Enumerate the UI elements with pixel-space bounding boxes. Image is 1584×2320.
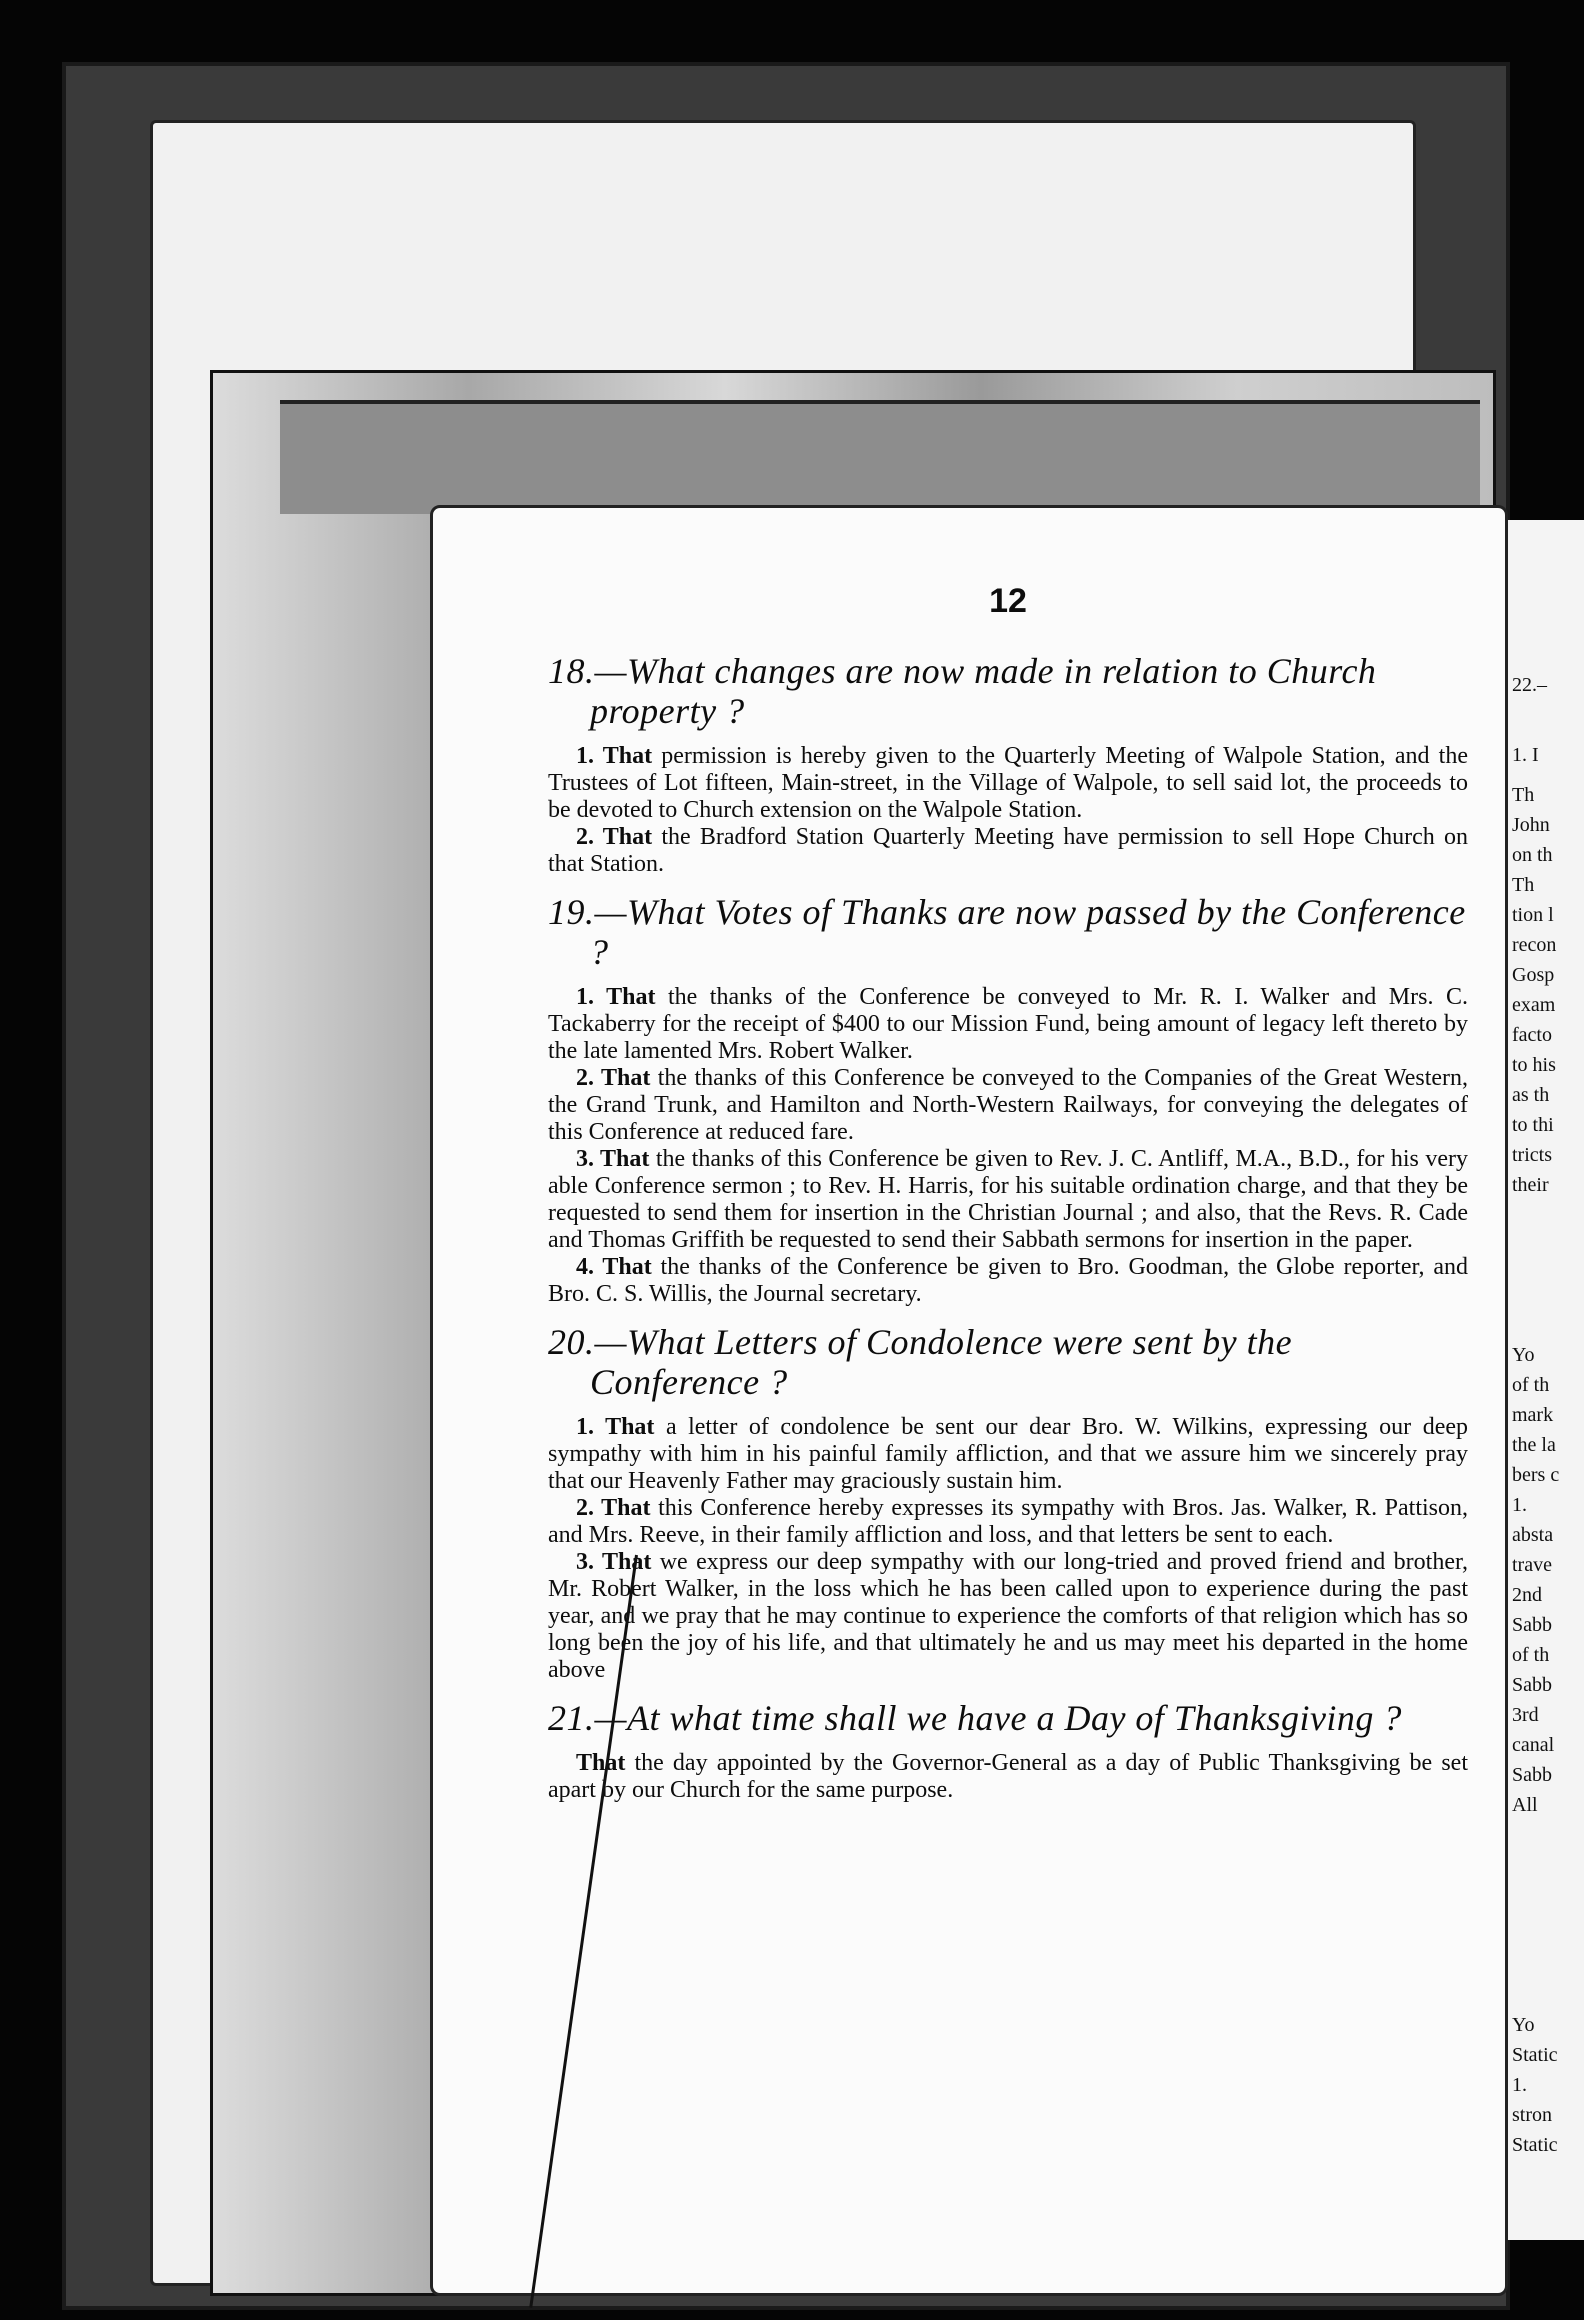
facing-page-fragment-line: All bbox=[1512, 1794, 1538, 1816]
facing-page-fragment-line: John bbox=[1512, 814, 1550, 836]
facing-page-fragment-line: of th bbox=[1512, 1374, 1550, 1396]
paragraph-text: the thanks of the Conference be given to Bro. Goodman, the Globe reporter, and Bro. C. S. Willis, the Journal secretary. bbox=[548, 1254, 1468, 1307]
paragraph-text: the thanks of the Conference be conveyed to Mr. R. I. Walker and Mrs. C. Tackaberry for the receipt of $400 to our Mission Fund, being amount of legacy left thereto by the late lamented Mrs. Robert Walker. bbox=[548, 984, 1468, 1064]
facing-page-fragment-line: 3rd bbox=[1512, 1704, 1539, 1726]
facing-page-fragment-line: Th bbox=[1512, 784, 1535, 806]
facing-page-fragment-line: 2nd bbox=[1512, 1584, 1542, 1606]
paragraph-text: the Bradford Station Quarterly Meeting have permission to sell Hope Church on that Station. bbox=[548, 824, 1468, 877]
resolution-paragraph bbox=[548, 1146, 1468, 1254]
facing-page-fragment-line: Yo bbox=[1512, 1344, 1535, 1366]
facing-page-fragment-line: mark bbox=[1512, 1404, 1554, 1426]
section-question: 20.—What Letters of Condolence were sent by the Conference ? bbox=[548, 1322, 1293, 1402]
facing-page-fragment-line: canal bbox=[1512, 1734, 1555, 1756]
paragraph-lead: 2. That bbox=[576, 1065, 651, 1091]
section-question: 18.—What changes are now made in relation to Church property ? bbox=[548, 651, 1377, 731]
paragraph-text: a letter of condolence be sent our dear Bro. W. Wilkins, expressing our deep sympathy with him in his painful family affliction, and that we assure him we sincerely pray that our Heavenly Father may graciously sustain him. bbox=[548, 1414, 1468, 1494]
facing-page-fragment-line: Yo bbox=[1512, 2014, 1535, 2036]
facing-page-fragment-line: Static bbox=[1512, 2134, 1558, 2156]
resolution-paragraph bbox=[548, 743, 1468, 824]
sections bbox=[548, 651, 1468, 1804]
facing-page-fragment-line: 1. bbox=[1512, 1494, 1527, 1516]
resolution-paragraph bbox=[548, 1414, 1468, 1495]
facing-page-fragment-line: Sabb bbox=[1512, 1614, 1552, 1636]
resolution-paragraph bbox=[548, 1549, 1468, 1684]
paragraph-text: the thanks of this Conference be given to Rev. J. C. Antliff, M.A., B.D., for his very able Conference sermon ; to Rev. H. Harris, for his suitable ordination charge, and that they be requested to send them for insertion in the Christian Journal ; and also, that the Revs. R. Cade and Thomas Griffith be requested to send their Sabbath sermons for insertion in the paper. bbox=[548, 1146, 1468, 1253]
facing-page-fragment-line: as th bbox=[1512, 1084, 1550, 1106]
facing-page-fragment-line: Sabb bbox=[1512, 1674, 1552, 1696]
facing-page-fragment-line: their bbox=[1512, 1174, 1549, 1196]
facing-page-fragment-line: stron bbox=[1512, 2104, 1552, 2126]
facing-page-fragment-line: trave bbox=[1512, 1554, 1552, 1576]
paragraph-lead: 2. That bbox=[576, 1495, 651, 1521]
paragraph-lead: 3. That bbox=[576, 1549, 652, 1575]
resolution-paragraph bbox=[548, 1065, 1468, 1146]
facing-page-fragment-line: on th bbox=[1512, 844, 1553, 866]
facing-page-fragment-line: to thi bbox=[1512, 1114, 1554, 1136]
facing-page-fragment bbox=[1500, 520, 1584, 2240]
page-content bbox=[548, 582, 1469, 1804]
facing-page-fragment-line: tricts bbox=[1512, 1144, 1552, 1166]
paragraph-lead: 1. That bbox=[576, 1414, 655, 1440]
paragraph-lead: 1. That bbox=[576, 743, 653, 769]
document-page bbox=[430, 505, 1508, 2296]
page-edges-top bbox=[280, 400, 1480, 514]
resolution-paragraph bbox=[548, 1495, 1468, 1549]
section-question: 21.—At what time shall we have a Day of Thanksgiving ? bbox=[548, 1698, 1402, 1738]
facing-page-fragment-line: facto bbox=[1512, 1024, 1552, 1046]
paragraph-text: the day appointed by the Governor-General as a day of Public Thanksgiving be set apart by our Church for the same purpose. bbox=[548, 1750, 1468, 1803]
facing-page-fragment-line: Th bbox=[1512, 874, 1535, 896]
facing-page-fragment-line: bers c bbox=[1512, 1464, 1560, 1486]
paragraph-text: the thanks of this Conference be conveyed to the Companies of the Great Western, the Grand Trunk, and Hamilton and North-Western Railways, for conveying the delegates of this Conference at reduced fare. bbox=[548, 1065, 1469, 1145]
section-question: 19.—What Votes of Thanks are now passed by the Conference ? bbox=[548, 892, 1466, 972]
facing-page-fragment-line: exam bbox=[1512, 994, 1556, 1016]
facing-page-fragment-line: 22.– bbox=[1512, 674, 1547, 696]
facing-page-fragment-line: absta bbox=[1512, 1524, 1554, 1546]
resolution-paragraph bbox=[548, 984, 1468, 1065]
page-number: 12 bbox=[989, 582, 1027, 620]
facing-page-fragment-line: Sabb bbox=[1512, 1764, 1552, 1786]
facing-page-fragment-line: 1. I bbox=[1512, 744, 1539, 766]
paragraph-lead: 4. That bbox=[576, 1254, 652, 1280]
facing-page-fragment-line: Gosp bbox=[1512, 964, 1555, 986]
paragraph-lead: 2. That bbox=[576, 824, 653, 850]
paragraph-lead: That bbox=[576, 1750, 626, 1776]
resolution-paragraph bbox=[548, 1750, 1468, 1804]
facing-page-text bbox=[1508, 520, 1584, 2240]
facing-page-fragment-line: tion l bbox=[1512, 904, 1554, 926]
paragraph-lead: 3. That bbox=[576, 1146, 650, 1172]
facing-page-fragment-line: Static bbox=[1512, 2044, 1558, 2066]
facing-page-fragment-line: of th bbox=[1512, 1644, 1550, 1666]
paragraph-lead: 1. That bbox=[576, 984, 656, 1010]
facing-page-fragment-line: 1. bbox=[1512, 2074, 1527, 2096]
facing-page-fragment-line: to his bbox=[1512, 1054, 1556, 1076]
resolution-paragraph bbox=[548, 1254, 1468, 1308]
paragraph-text: permission is hereby given to the Quarterly Meeting of Walpole Station, and the Trustees of Lot fifteen, Main-street, in the Village of Walpole, to sell said lot, the proceeds to be devoted to Church extension on the Walpole Station. bbox=[548, 743, 1468, 823]
paragraph-text: we express our deep sympathy with our long-tried and proved friend and brother, Mr. Robert Walker, in the loss which he has been called upon to experience during the past year, and we pray that he may continue to experience the comforts of that religion which has so long been the joy of his life, and that ultimately he and us may meet his departed in the home above bbox=[548, 1549, 1469, 1683]
facing-page-fragment-line: the la bbox=[1512, 1434, 1556, 1456]
paragraph-text: this Conference hereby expresses its sympathy with Bros. Jas. Walker, R. Pattison, and Mrs. Reeve, in their family affliction and loss, and that letters be sent to each. bbox=[548, 1495, 1468, 1548]
resolution-paragraph bbox=[548, 824, 1468, 878]
facing-page-fragment-line: recon bbox=[1512, 934, 1557, 956]
